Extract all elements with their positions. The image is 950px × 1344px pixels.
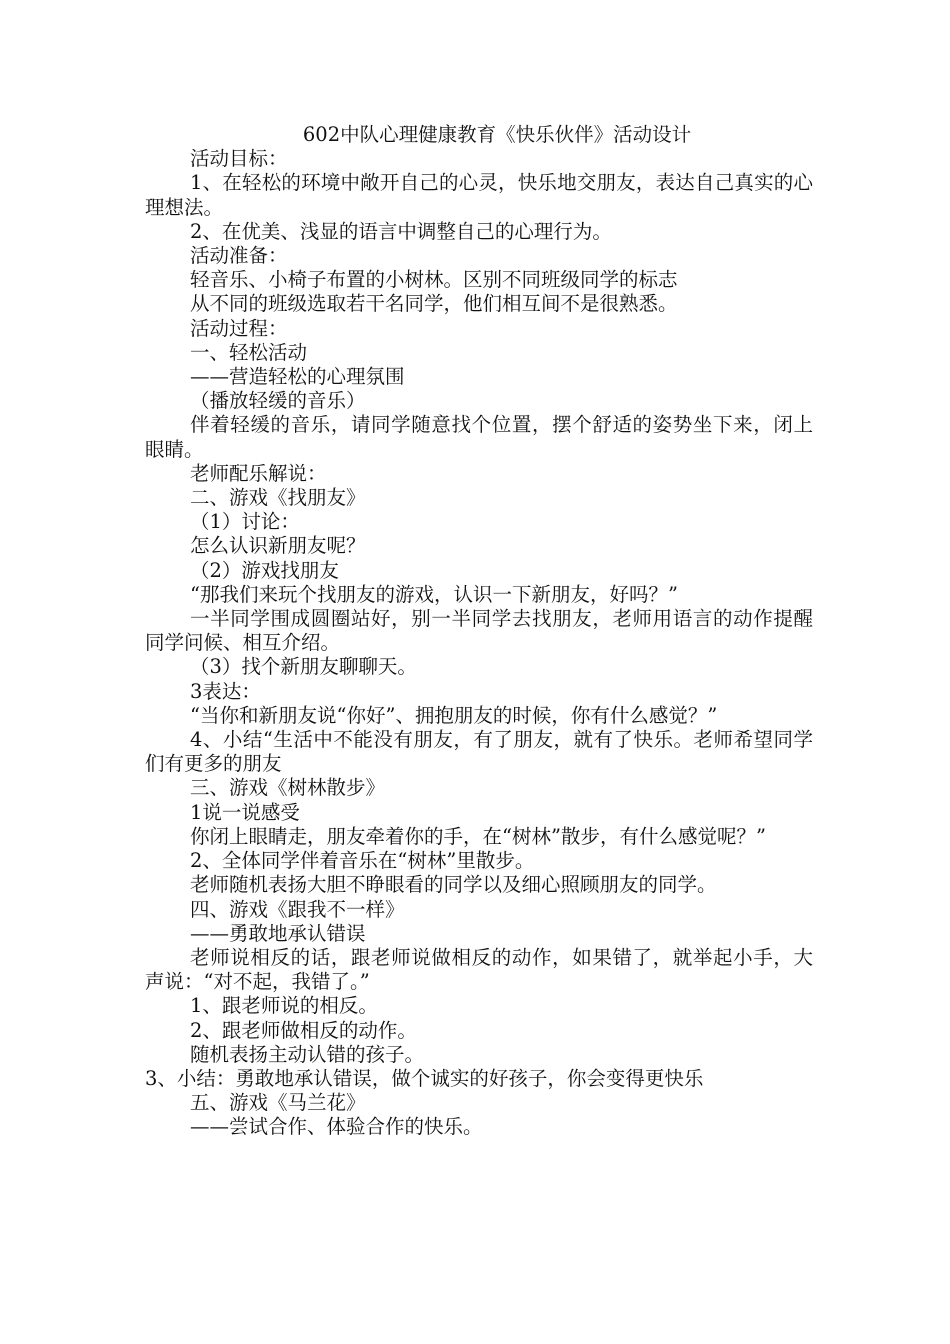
paragraph: 四、游戏《跟我不一样》 <box>190 897 405 921</box>
paragraph: 3、小结：勇敢地承认错误，做个诚实的好孩子，你会变得更快乐 <box>145 1066 704 1090</box>
paragraph: 伴着轻缓的音乐，请同学随意找个位置，摆个舒适的姿势坐下来，闭上眼睛。 <box>145 413 813 461</box>
document-body <box>145 123 813 1140</box>
paragraph: 怎么认识新朋友呢？ <box>190 534 366 558</box>
paragraph: 1、在轻松的环境中敞开自己的心灵，快乐地交朋友，表达自己真实的心理想法。 <box>145 171 813 219</box>
paragraph: 活动准备： <box>190 244 288 268</box>
paragraph: 2、在优美、浅显的语言中调整自己的心理行为。 <box>190 219 612 243</box>
paragraph: 老师随机表扬大胆不睁眼看的同学以及细心照顾朋友的同学。 <box>190 873 717 897</box>
paragraph: 1说一说感受 <box>190 800 300 824</box>
document-title: 602中队心理健康教育《快乐伙伴》活动设计 <box>302 123 692 146</box>
paragraph: ——勇敢地承认错误 <box>190 921 366 945</box>
paragraph: （2）游戏找朋友 <box>190 558 339 582</box>
paragraph: （3）找个新朋友聊聊天。 <box>190 655 417 679</box>
paragraph: 轻音乐、小椅子布置的小树林。区别不同班级同学的标志 <box>190 268 678 292</box>
paragraph: 活动目标： <box>190 147 288 171</box>
paragraph: 老师说相反的话，跟老师说做相反的动作，如果错了，就举起小手，大声说：“对不起，我错了。” <box>145 945 813 994</box>
paragraph: 二、游戏《找朋友》 <box>190 486 366 510</box>
paragraph: （播放轻缓的音乐） <box>190 389 366 413</box>
paragraph: 1、跟老师说的相反。 <box>190 994 378 1018</box>
paragraph: ——尝试合作、体验合作的快乐。 <box>190 1115 483 1139</box>
paragraph: 一、轻松活动 <box>190 340 308 364</box>
paragraph: “当你和新朋友说“你好”、拥抱朋友的时候，你有什么感觉？” <box>190 703 718 727</box>
paragraph: 2、全体同学伴着音乐在“树林”里散步。 <box>190 849 535 873</box>
paragraph: （1）讨论： <box>190 510 300 534</box>
paragraph: 3表达： <box>190 679 261 703</box>
paragraph: 从不同的班级选取若干名同学，他们相互间不是很熟悉。 <box>190 292 678 316</box>
paragraph: 老师配乐解说： <box>190 461 327 485</box>
paragraph: 随机表扬主动认错的孩子。 <box>190 1042 425 1066</box>
paragraph-list <box>145 147 813 1139</box>
paragraph: ——营造轻松的心理氛围 <box>190 365 405 389</box>
paragraph: 4、小结“生活中不能没有朋友，有了朋友，就有了快乐。老师希望同学们有更多的朋友 <box>145 728 813 776</box>
paragraph: 你闭上眼睛走，朋友牵着你的手，在“树林”散步，有什么感觉呢？” <box>190 824 766 848</box>
paragraph: 2、跟老师做相反的动作。 <box>190 1018 417 1042</box>
paragraph: 一半同学围成圆圈站好，别一半同学去找朋友，老师用语言的动作提醒同学问候、相互介绍。 <box>145 607 813 655</box>
paragraph: “那我们来玩个找朋友的游戏，认识一下新朋友，好吗？” <box>190 582 678 606</box>
paragraph: 三、游戏《树林散步》 <box>190 776 386 800</box>
paragraph: 五、游戏《马兰花》 <box>190 1091 366 1115</box>
paragraph: 活动过程： <box>190 316 288 340</box>
